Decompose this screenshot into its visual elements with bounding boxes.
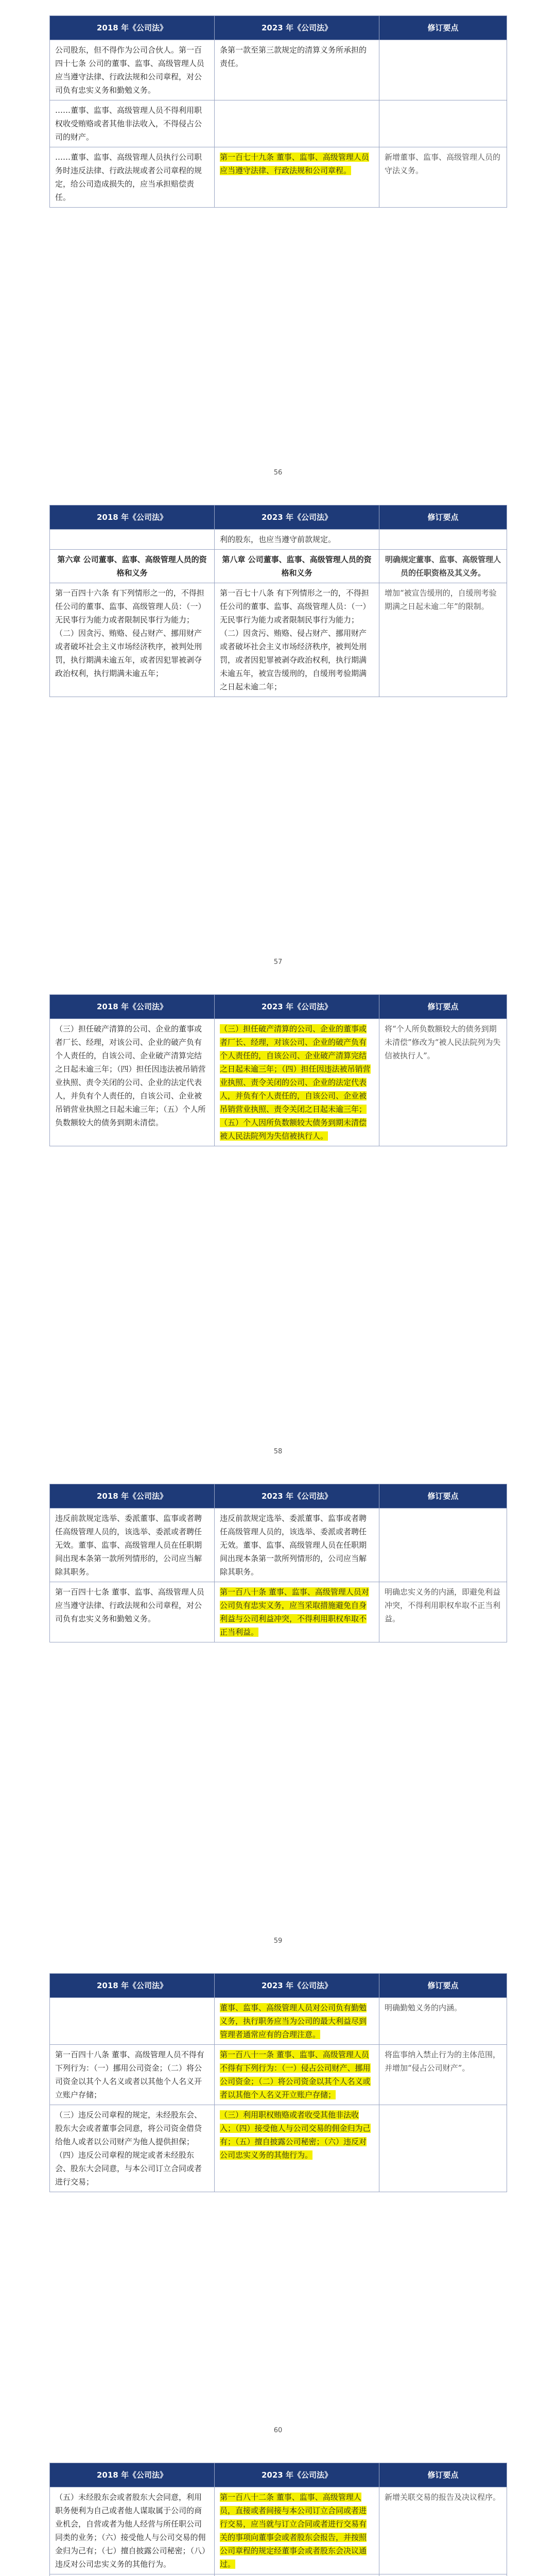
- revision-note-cell: [379, 2574, 507, 2576]
- table-header-row: [50, 1484, 507, 1509]
- new-law-cell: [215, 1509, 379, 1582]
- old-law-cell: [50, 147, 215, 208]
- cell-text: （三）利用职权贿赂或者收受其他非法收入；（四）接受他人与公司交易的佣金归为己有；（五）擅自披露公司秘密；（六）违反对公司忠实义务的其他行为。: [220, 2110, 371, 2160]
- old-law-cell: [50, 1582, 215, 1642]
- revision-note-cell: [379, 2105, 507, 2192]
- new-law-cell: [215, 550, 379, 583]
- table-row: [50, 1019, 507, 1146]
- table-header-row: [50, 2463, 507, 2487]
- new-law-cell: [215, 2487, 379, 2574]
- table-header-row: [50, 995, 507, 1019]
- cell-text: 第六章 公司董事、监事、高级管理人员的资格和义务: [57, 555, 207, 578]
- revision-note-cell: [379, 2487, 507, 2574]
- comparison-table: [49, 2463, 507, 2576]
- document-page: [0, 505, 556, 969]
- comparison-table: [49, 15, 507, 208]
- revision-note-cell: [379, 550, 507, 583]
- column-header: 修订要点: [379, 2463, 507, 2487]
- table-row: [50, 100, 507, 147]
- old-law-cell: [50, 530, 215, 550]
- document-page: [0, 1484, 556, 1947]
- column-header: 2023 年《公司法》: [215, 1484, 379, 1509]
- revision-note-cell: [379, 530, 507, 550]
- comparison-table: [49, 1973, 507, 2192]
- new-law-cell: [215, 40, 379, 100]
- cell-text: （三）担任破产清算的公司、企业的董事或者厂长、经理，对该公司、企业的破产负有个人责任的，自该公司、企业破产清算完结之日起未逾三年；（四）担任因违法被吊销营业执照、责令关闭的公司、企业的法定代表人，并负有个人责任的，自该公司、企业被吊销营业执照、责令关闭之日起未逾三年；（五）个人因所负数额较大债务到期未清偿被人民法院列为失信被执行人。: [220, 1024, 371, 1141]
- cell-text: 第一百四十八条 董事、高级管理人员不得有下列行为：（一）挪用公司资金；（二）将公司资金以其个人名义或者以其他个人名义开立账户存储；: [55, 2050, 204, 2099]
- cell-text: 新增关联交易的报告及决议程序。: [385, 2493, 501, 2502]
- cell-text: 第一百七十九条 董事、监事、高级管理人员应当遵守法律、行政法规和公司章程。: [220, 152, 369, 175]
- revision-note-cell: [379, 1998, 507, 2045]
- document-page: [0, 2463, 556, 2576]
- page-number: 59: [273, 1937, 283, 1945]
- document-page: [0, 15, 556, 479]
- cell-text: 第八章 公司董事、监事、高级管理人员的资格和义务: [222, 555, 372, 578]
- table-row: [50, 40, 507, 100]
- document-page: [0, 994, 556, 1458]
- cell-text: 董事、监事、高级管理人员对公司负有勤勉义务，执行职务应当为公司的最大利益尽到管理者通常应有的合理注意。: [220, 2003, 367, 2039]
- column-header: 2023 年《公司法》: [215, 16, 379, 40]
- table-row: [50, 2487, 507, 2574]
- cell-text: 利的股东，也应当遵守前款规定。: [220, 535, 336, 544]
- cell-text: 第一百八十一条 董事、监事、高级管理人员不得有下列行为：（一）侵占公司财产、挪用公司资金；（二）将公司资金以其个人名义或者以其他个人名义开立账户存储；: [220, 2050, 371, 2099]
- column-header: 2018 年《公司法》: [50, 2463, 215, 2487]
- cell-text: ……董事、监事、高级管理人员不得利用职权收受贿赂或者其他非法收入，不得侵占公司的财产。: [55, 106, 202, 142]
- column-header: 2018 年《公司法》: [50, 1974, 215, 1998]
- cell-text: 第一百四十七条 董事、监事、高级管理人员应当遵守法律、行政法规和公司章程，对公司负有忠实义务和勤勉义务。: [55, 1587, 204, 1623]
- table-row: [50, 1509, 507, 1582]
- old-law-cell: [50, 550, 215, 583]
- old-law-cell: [50, 1019, 215, 1146]
- table-header-row: [50, 505, 507, 530]
- column-header: 2023 年《公司法》: [215, 505, 379, 530]
- old-law-cell: [50, 2045, 215, 2105]
- old-law-cell: [50, 2105, 215, 2192]
- column-header: 2023 年《公司法》: [215, 1974, 379, 1998]
- column-header: 修订要点: [379, 505, 507, 530]
- new-law-cell: [215, 1019, 379, 1146]
- old-law-cell: [50, 2574, 215, 2576]
- cell-text: 条第一款至第三款规定的清算义务所承担的责任。: [220, 45, 367, 68]
- cell-text: 明确规定董事、监事、高级管理人员的任职资格及其义务。: [385, 555, 501, 578]
- revision-note-cell: [379, 147, 507, 208]
- table-header-row: [50, 16, 507, 40]
- table-row: [50, 1998, 507, 2045]
- page-number: 56: [273, 469, 283, 477]
- table-row: [50, 530, 507, 550]
- cell-text: 公司股东，但不得作为公司合伙人。第一百四十七条 公司的董事、监事、高级管理人员应当遵守法律、行政法规和公司章程，对公司负有忠实义务和勤勉义务。: [55, 45, 204, 95]
- column-header: 修订要点: [379, 1974, 507, 1998]
- new-law-cell: [215, 100, 379, 147]
- cell-text: 违反前款规定选举、委派董事、监事或者聘任高级管理人员的，该选举、委派或者聘任无效。董事、监事、高级管理人员在任职期间出现本条第一款所列情形的，公司应当解除其职务。: [220, 1514, 367, 1577]
- cell-text: 明确忠实义务的内涵，即避免利益冲突，不得利用职权牟取不正当利益。: [385, 1587, 501, 1623]
- table-row: [50, 2105, 507, 2192]
- new-law-cell: [215, 1998, 379, 2045]
- revision-note-cell: [379, 583, 507, 697]
- cell-text: （三）违反公司章程的规定，未经股东会、股东大会或者董事会同意，将公司资金借贷给他人或者以公司财产为他人提供担保；（四）违反公司章程的规定或者未经股东会、股东大会同意，与本公司订立合同或者进行交易；: [55, 2110, 202, 2187]
- revision-note-cell: [379, 2045, 507, 2105]
- new-law-cell: [215, 530, 379, 550]
- cell-text: 第一百八十条 董事、监事、高级管理人员对公司负有忠实义务，应当采取措施避免自身利益与公司利益冲突，不得利用职权牟取不正当利益。: [220, 1587, 369, 1637]
- table-row: [50, 1582, 507, 1642]
- page-number: 57: [273, 958, 283, 966]
- column-header: 2018 年《公司法》: [50, 16, 215, 40]
- cell-text: 明确勤勉义务的内涵。: [385, 2003, 462, 2012]
- revision-note-cell: [379, 40, 507, 100]
- old-law-cell: [50, 1509, 215, 1582]
- cell-text: 增加“被宣告缓刑的，自缓刑考验期满之日起未逾二年”的限制。: [385, 588, 497, 611]
- cell-text: （五）未经股东会或者股东大会同意，利用职务便利为自己或者他人谋取属于公司的商业机会，自营或者为他人经营与所任职公司同类的业务；（六）接受他人与公司交易的佣金归为己有；（七）擅自披露公司秘密；（八）违反对公司忠实义务的其他行为。: [55, 2493, 206, 2569]
- old-law-cell: [50, 40, 215, 100]
- new-law-cell: [215, 583, 379, 697]
- cell-text: 违反前款规定选举、委派董事、监事或者聘任高级管理人员的，该选举、委派或者聘任无效。董事、监事、高级管理人员在任职期间出现本条第一款所列情形的，公司应当解除其职务。: [55, 1514, 202, 1577]
- column-header: 2023 年《公司法》: [215, 2463, 379, 2487]
- table-row: [50, 147, 507, 208]
- new-law-cell: [215, 2045, 379, 2105]
- revision-note-cell: [379, 1019, 507, 1146]
- comparison-table: [49, 1484, 507, 1642]
- cell-text: 新增董事、监事、高级管理人员的守法义务。: [385, 152, 501, 175]
- page-number: 58: [273, 1448, 283, 1455]
- revision-note-cell: [379, 100, 507, 147]
- column-header: 2023 年《公司法》: [215, 995, 379, 1019]
- comparison-table: [49, 994, 507, 1146]
- comparison-table: [49, 505, 507, 697]
- table-header-row: [50, 1974, 507, 1998]
- revision-note-cell: [379, 1509, 507, 1582]
- new-law-cell: [215, 2574, 379, 2576]
- cell-text: 第一百四十六条 有下列情形之一的，不得担任公司的董事、监事、高级管理人员：（一）无民事行为能力或者限制民事行为能力；（二）因贪污、贿赂、侵占财产、挪用财产或者破坏社会主义市场经济秩序，被判处刑罚，执行期满未逾五年，或者因犯罪被剥夺政治权利，执行期满未逾五年；: [55, 588, 206, 678]
- old-law-cell: [50, 2487, 215, 2574]
- new-law-cell: [215, 1582, 379, 1642]
- column-header: 2018 年《公司法》: [50, 1484, 215, 1509]
- cell-text: 第一百八十二条 董事、监事、高级管理人员，直接或者间接与本公司订立合同或者进行交易，应当就与订立合同或者进行交易有关的事项向董事会或者股东会报告，并按照公司章程的规定经董事会或者股东会决议通过。: [220, 2493, 367, 2569]
- revision-note-cell: [379, 1582, 507, 1642]
- table-row: [50, 550, 507, 583]
- old-law-cell: [50, 1998, 215, 2045]
- new-law-cell: [215, 2105, 379, 2192]
- new-law-cell: [215, 147, 379, 208]
- page-number: 60: [273, 2427, 283, 2434]
- column-header: 修订要点: [379, 16, 507, 40]
- table-row: [50, 2045, 507, 2105]
- column-header: 2018 年《公司法》: [50, 995, 215, 1019]
- cell-text: 第一百七十八条 有下列情形之一的，不得担任公司的董事、监事、高级管理人员：（一）无民事行为能力或者限制民事行为能力；（二）因贪污、贿赂、侵占财产、挪用财产或者破坏社会主义市场经济秩序，被判处刑罚，或者因犯罪被剥夺政治权利，执行期满未逾五年，被宣告缓刑的，自缓刑考验期满之日起未逾二年；: [220, 588, 371, 691]
- column-header: 修订要点: [379, 1484, 507, 1509]
- table-row: [50, 2574, 507, 2576]
- document-page: [0, 1973, 556, 2437]
- cell-text: 将“个人所负数额较大的债务到期未清偿”修改为“被人民法院列为失信被执行人”。: [385, 1024, 501, 1060]
- table-row: [50, 583, 507, 697]
- old-law-cell: [50, 100, 215, 147]
- old-law-cell: [50, 583, 215, 697]
- cell-text: （三）担任破产清算的公司、企业的董事或者厂长、经理，对该公司、企业的破产负有个人责任的，自该公司、企业破产清算完结之日起未逾三年；（四）担任因违法被吊销营业执照、责令关闭的公司、企业的法定代表人，并负有个人责任的，自该公司、企业被吊销营业执照之日起未逾三年；（五）个人所负数额较大的债务到期未清偿。: [55, 1024, 206, 1127]
- cell-text: 将监事纳入禁止行为的主体范围，并增加“侵占公司财产”。: [385, 2050, 501, 2073]
- column-header: 修订要点: [379, 995, 507, 1019]
- column-header: 2018 年《公司法》: [50, 505, 215, 530]
- cell-text: ……董事、监事、高级管理人员执行公司职务时违反法律、行政法规或者公司章程的规定，给公司造成损失的，应当承担赔偿责任。: [55, 152, 202, 202]
